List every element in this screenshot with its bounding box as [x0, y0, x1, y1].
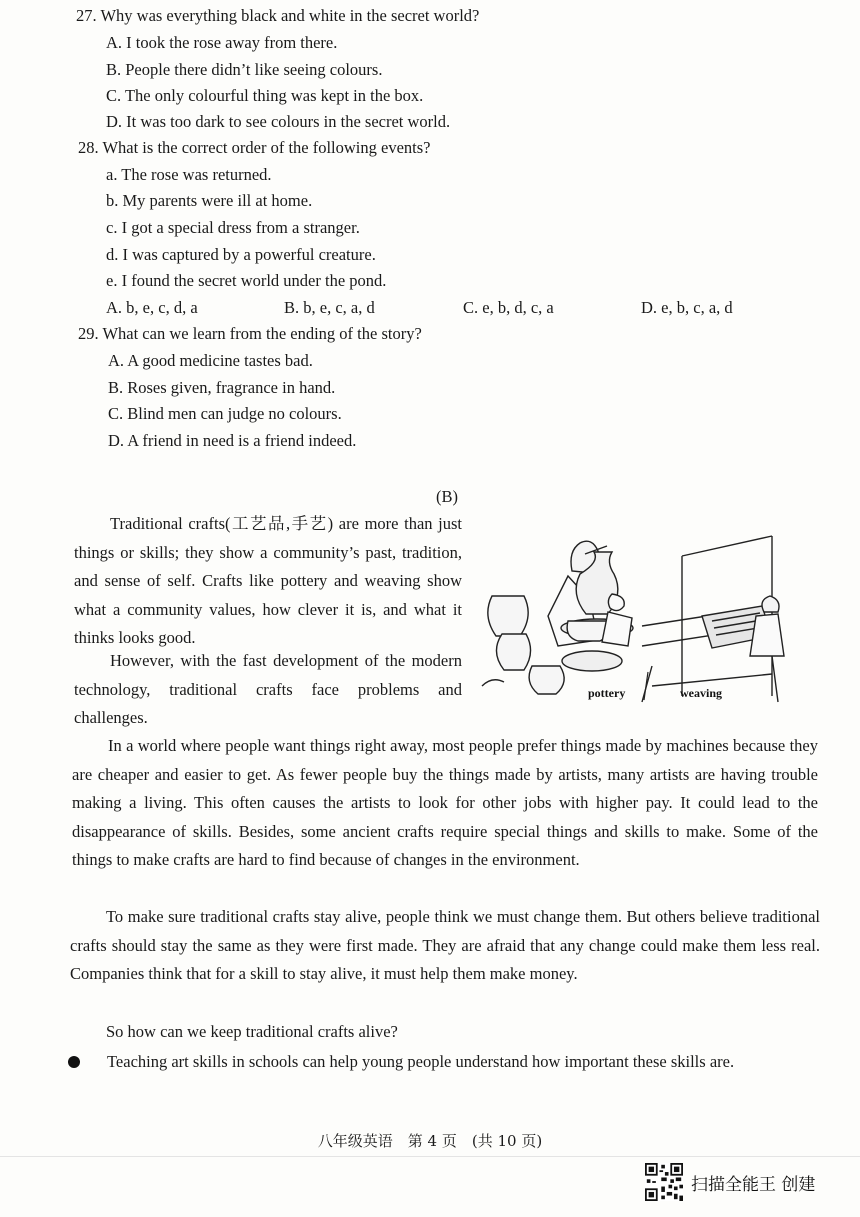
question-27-option-a: A. I took the rose away from there.: [106, 33, 338, 52]
question-28-event-a: a. The rose was returned.: [106, 165, 272, 184]
passage-b-paragraph-3: [72, 732, 818, 875]
jar-bottom: [529, 666, 564, 694]
question-28-event-c: c. I got a special dress from a stranger.: [106, 218, 360, 237]
question-27-option-b: B. People there didn’t like seeing colours.: [106, 60, 383, 79]
passage-b-paragraph-1: [74, 510, 462, 653]
water-basin: [562, 651, 622, 671]
weaver-body: [750, 614, 784, 656]
passage-b-label: (B): [436, 487, 458, 506]
question-29-option-b: B. Roses given, fragrance in hand.: [108, 378, 336, 397]
passage-b-paragraph-5-text: So how can we keep traditional crafts alive?: [106, 1022, 398, 1041]
crafts-illustration: [472, 516, 802, 706]
question-28-event-e: e. I found the secret world under the pond.: [106, 271, 387, 290]
question-27-stem: 27. Why was everything black and white in the secret world?: [76, 6, 480, 25]
question-27-option-d: D. It was too dark to see colours in the secret world.: [106, 112, 451, 131]
weaver-head: [762, 596, 779, 612]
passage-b-paragraph-4: [70, 903, 820, 989]
question-28-stem: 28. What is the correct order of the following events?: [78, 138, 431, 157]
question-29-option-a: A. A good medicine tastes bad.: [108, 351, 313, 370]
bullet-icon: [68, 1056, 80, 1068]
question-28-option-b: B. b, e, c, a, d: [284, 298, 375, 317]
question-28-event-d: d. I was captured by a powerful creature.: [106, 245, 376, 264]
passage-b-paragraph-1-text: Traditional crafts(工艺品,手艺) are more than just things or skills; they show a community’s past, tradition, and sense of self. Crafts like pottery and weaving show what a community values, how clever it is, and what it thinks looks good.: [74, 514, 462, 648]
question-29-option-c: C. Blind men can judge no colours.: [108, 404, 342, 423]
scanner-badge: [645, 1160, 815, 1204]
child-head: [608, 594, 624, 611]
weaving-label: weaving: [680, 686, 722, 700]
vase-left: [488, 596, 528, 636]
vase-left-2: [496, 634, 530, 670]
passage-b-paragraph-2-text: However, with the fast development of the modern technology, traditional crafts face problems and challenges.: [74, 651, 462, 728]
question-28-option-a: A. b, e, c, d, a: [106, 298, 198, 317]
passage-b-paragraph-5: [70, 1018, 820, 1047]
pottery-label: pottery: [588, 686, 626, 700]
question-28-event-b: b. My parents were ill at home.: [106, 191, 313, 210]
footer-divider: [0, 1156, 860, 1157]
question-29-option-d: D. A friend in need is a friend indeed.: [108, 431, 357, 450]
question-27-option-c: C. The only colourful thing was kept in the box.: [106, 86, 424, 105]
qr-code-icon: [645, 1163, 683, 1201]
passage-b-paragraph-3-text: In a world where people want things right away, most people prefer things made by machines because they are cheaper and easier to get. As fewer people buy the things made by artists, many artists are having trouble making a living. This often causes the artists to look for other jobs with higher pay. It could lead to the disappearance of skills. Besides, some ancient crafts require special things and skills to make. Some of the things to make crafts are hard to find because of changes in the environment.: [72, 736, 818, 870]
page-footer: 八年级英语 第 4 页 (共 10 页): [317, 1132, 543, 1150]
scanner-badge-text: 扫描全能王 创建: [691, 1174, 816, 1195]
label-divider: [644, 672, 648, 700]
bowl: [567, 621, 608, 641]
question-28-option-d: D. e, b, c, a, d: [641, 298, 733, 317]
passage-b-paragraph-2: [74, 647, 462, 733]
ground-mark: [482, 680, 504, 686]
question-28-option-c: C. e, b, d, c, a: [463, 298, 554, 317]
child-body: [602, 612, 632, 646]
passage-b-paragraph-4-text: To make sure traditional crafts stay alive, people think we must change them. But others believe traditional crafts should stay the same as they were first made. They are afraid that any change could make them less real. Companies think that for a skill to stay alive, it must help them make money.: [70, 907, 820, 984]
question-29-stem: 29. What can we learn from the ending of the story?: [78, 324, 422, 343]
passage-b-bullet-1: Teaching art skills in schools can help young people understand how important these skills are.: [107, 1052, 735, 1071]
